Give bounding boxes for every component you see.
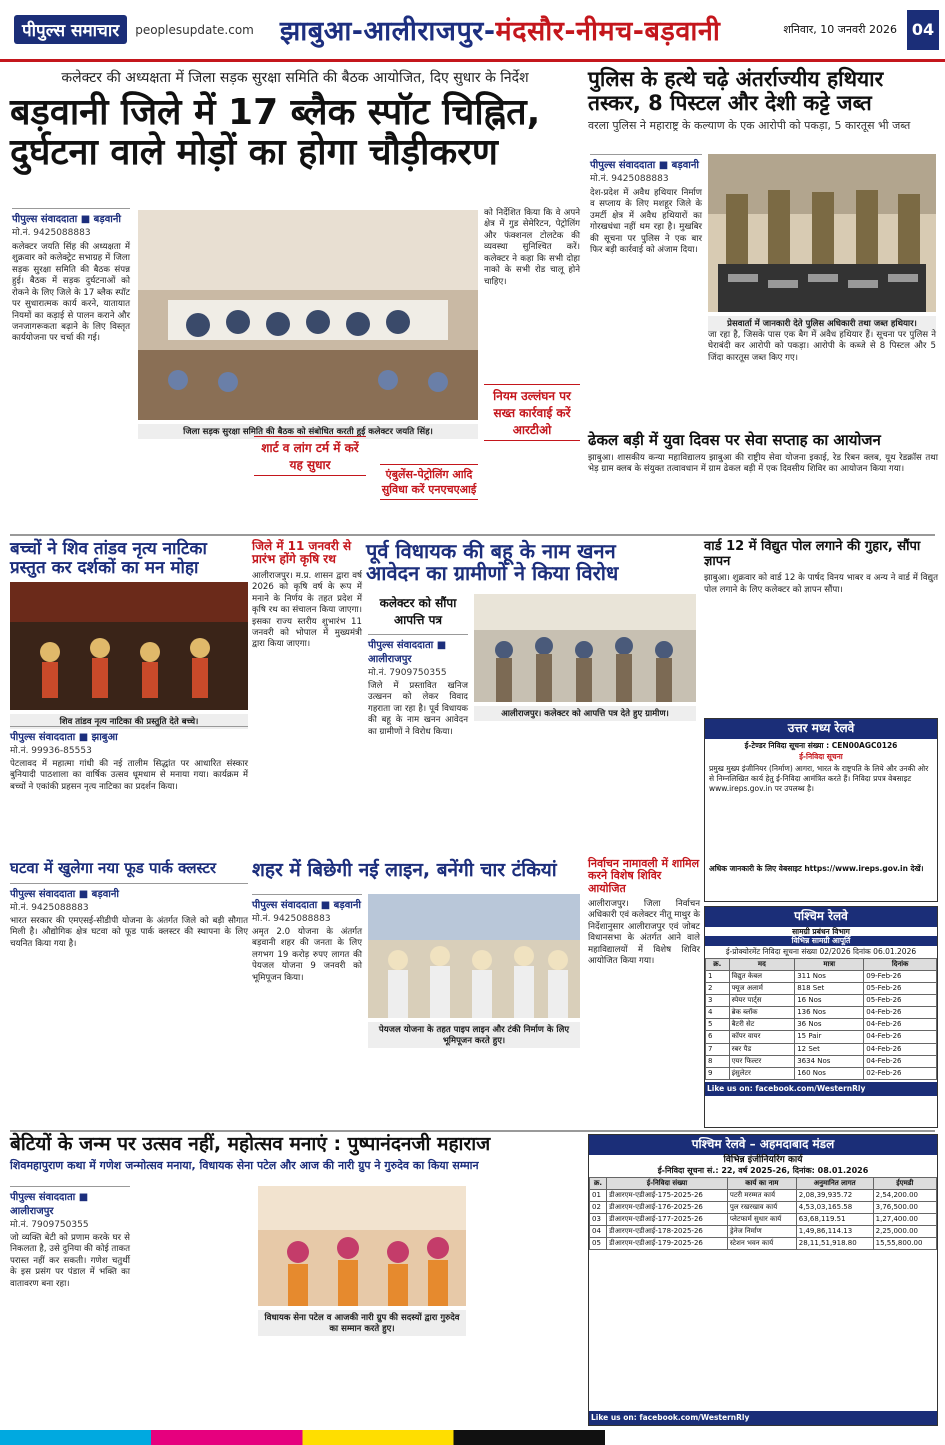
table-cell: डीआरएम-एडीआई-178-2025-26 [607,1226,728,1238]
story-headline: ढेकल बड़ी में युवा दिवस पर सेवा सप्ताह का आयोजन [588,431,881,449]
brand-name: पीपुल्स समाचार [14,15,127,44]
table-cell: 05-Feb-26 [864,995,937,1007]
ad-footer[interactable]: अधिक जानकारी के लिए वेबसाइट https://www.ireps.gov.in देखें। [709,864,924,874]
table-cell: 2,08,39,935.72 [796,1189,873,1201]
story-deck: शिवमहापुराण कथा में गणेश जन्मोत्सव मनाया, विधायक सेना पटेल और आज की नारी ग्रुप ने गुरुदेव का किया सम्मान [10,1159,479,1173]
reporter-mobile: मो.नं. 9425088883 [252,914,331,924]
story-text: झाबुआ। शासकीय कन्या महाविद्यालय झाबुआ की राष्ट्रीय सेवा योजना इकाई, रेड रिबन क्लब, यूथ रेडक्रॉस तथा भेड़ ग्राम क्लब के संयुक्त तत्वावधान में ग्राम ढेकल बड़ी में एक दिवसीय शिविर का आयोजन किया गया। [588,452,938,475]
table-row [706,1067,937,1079]
table-cell: 16 Nos [795,995,864,1007]
table-cell: 04-Feb-26 [864,1007,937,1019]
railway-tender-ad-ncr [704,718,938,902]
table-row [706,983,937,995]
photo-caption: विधायक सेना पटेल व आजकी नारी ग्रुप की सदस्यों द्वारा गुरुदेव का सम्मान करते हुए। [258,1310,466,1336]
table-cell: 3634 Nos [795,1055,864,1067]
table-cell: 136 Nos [795,1007,864,1019]
photo-caption: शिव तांडव नृत्य नाटिका की प्रस्तुति देते बच्चे। [10,714,248,729]
table-cell: 04 [590,1226,607,1238]
table-cell: 04-Feb-26 [864,1043,937,1055]
ad-subheader: विभिन्न सामग्री आपूर्ति [705,936,937,946]
table-cell: 15 Pair [795,1031,864,1043]
table-cell: 6 [706,1031,730,1043]
table-row [590,1238,937,1250]
table-row [590,1201,937,1213]
table-header-cell: मद [729,958,795,970]
story-water-pipeline [252,860,582,1116]
ad-footer[interactable]: Like us on: facebook.com/WesternRly [589,1411,937,1425]
photo-caption: जिला सड़क सुरक्षा समिति की बैठक को संबोधित करती हुई कलेक्टर जयति सिंह। [138,424,478,439]
felicitation-photo-image [258,1186,466,1306]
table-header-cell: क्र. [590,1177,607,1189]
story-food-park [10,860,248,1116]
story-youth-day [588,432,938,532]
table-cell: डीआरएम-एडीआई-176-2025-26 [607,1201,728,1213]
table-row [590,1213,937,1225]
story-text-col2: जा रहा है, जिसके पास एक बैग में अवैध हथियार हैं। सूचना पर पुलिस ने घेराबंदी कर आरोपी को पकड़ा। आरोपी के कब्जे से 8 पिस्टल और 5 जिंदा कारतूस जब्त किए गए। [708,330,936,363]
story-headline-1: बड़वानी जिले में 17 ब्लैक स्पॉट चिह्नित, [10,92,541,133]
story-text: देश-प्रदेश में अवैध हथियार निर्माण व सप्लाय के लिए मशहूर जिले के उमर्टी क्षेत्र में अवैध हथियारों का गोरखधंधा नहीं थम रहा है। मुखबिर की सूचना पर पुलिस ने एक बार फिर बड़ी कार्रवाई को अंजाम दिया। [590,188,702,256]
story-kicker: कलेक्टर की अध्यक्षता में जिला सड़क सुरक्षा समिति की बैठक आयोजित, दिए सुधार के निर्देश [61,70,529,86]
dance-photo [10,582,248,728]
table-cell: 160 Nos [795,1067,864,1079]
table-cell: पुल रखरखाव कार्य [727,1201,796,1213]
table-cell: प्लेटफार्म सुधार कार्य [727,1213,796,1225]
ad-table [705,958,937,1080]
railway-tender-ad-wr-material [704,906,938,1128]
table-cell: 05-Feb-26 [864,983,937,995]
table-cell: बैटरी सेट [729,1019,795,1031]
masthead [0,0,945,62]
table-row [590,1189,937,1201]
story-headline-1: पूर्व विधायक की बहू के नाम खनन [366,539,616,563]
police-photo-image [708,154,936,312]
table-header-cell: कार्य का नाम [727,1177,796,1189]
table-header-cell: अनुमानित लागत [796,1177,873,1189]
reporter-mobile: मो.नं. 7909750355 [368,668,447,678]
print-color-bar [0,1430,945,1445]
protest-photo [474,594,696,719]
table-cell: 12 Set [795,1043,864,1055]
ad-tender-number: ई-टेण्डर निविदा सूचना संख्या : CEN00AGC0126 [744,740,898,750]
story-headline-2: तस्कर, 8 पिस्टल और देशी कट्टे जब्त [588,90,872,115]
newspaper-logo[interactable] [0,0,254,59]
website-link[interactable]: peoplesupdate.com [135,22,254,37]
table-cell: 9 [706,1067,730,1079]
reporter-mobile: मो.नं. 9425088883 [12,228,91,238]
story-text: कलेक्टर जयति सिंह की अध्यक्षता में शुक्रवार को कलेक्ट्रेट सभाग्रह में जिला सड़क सुरक्षा समिति की बैठक संपन्न हुई। बैठक में सड़क दुर्घटनाओं को रोकने के लिए जिले के 17 ब्लैक स्पॉट पर सुधारात्मक कार्य करने, यातायात नियमों का कड़ाई से पालन कराने और जनजागरूकता बढ़ाने के लिए विस्तृत कार्ययोजना पर चर्चा की गई। [12,242,130,344]
table-cell: 5 [706,1019,730,1031]
story-text: जिले में प्रस्तावित खनिज उत्खनन को लेकर विवाद गहराता जा रहा है। पूर्व विधायक की बहू के नाम खनन आवेदन का ग्रामीणों ने विरोध किया। [368,681,468,737]
byline: पीपुल्स संवाददाता ■ बड़वानी [590,154,702,171]
story-headline: वार्ड 12 में विद्युत पोल लगाने की गुहार, सौंपा ज्ञापन [704,539,921,569]
felicitation-photo [258,1186,466,1334]
story-headline-1: निर्वाचन नामावली में शामिल [588,857,700,870]
byline: पीपुल्स संवाददाता ■ बड़वानी [10,883,248,900]
story-headline-1: बच्चों ने शिव तांडव नृत्य नाटिका [10,539,207,559]
table-cell: 02-Feb-26 [864,1067,937,1079]
story-krishi-rath [252,540,362,852]
reporter-mobile: मो.नं. 9425088883 [10,902,89,913]
story-headline-1: जिले में 11 जनवरी से [252,539,352,553]
ad-subheader: विभिन्न इंजीनियरिंग कार्य [723,1154,803,1165]
reporter-mobile: मो.नं. 7909750355 [10,1220,89,1230]
table-cell: डीआरएम-एडीआई-175-2025-26 [607,1189,728,1201]
table-cell: 4 [706,1007,730,1019]
ad-note: ई-प्रोक्योरमेंट निविदा सूचना संख्या 02/2026 दिनांक 06.01.2026 [725,947,917,957]
table-row [590,1226,937,1238]
table-cell: डीआरएम-एडीआई-179-2025-26 [607,1238,728,1250]
subhead-nhai: एंबुलेंस-पेट्रोलिंग आदि सुविधा करें एनएचएआई [380,464,478,500]
table-cell: ड्रेनेज निर्माण [727,1226,796,1238]
story-text: आलीराजपुर। जिला निर्वाचन अधिकारी एवं कलेक्टर नीतू माथुर के निर्देशानुसार आलीराजपुर एवं जोबट विधानसभा के अंतर्गत आने वाले महाविद्यालयों में विशेष शिविर आयोजित किया गया। [588,898,700,967]
story-headline-2: करने विशेष शिविर आयोजित [588,869,662,895]
ad-subheader: ई-निविदा सूचना [799,752,843,762]
table-row [706,970,937,982]
table-cell: 818 Set [795,983,864,995]
story-text: पेटलावद में महात्मा गांधी की नई तालीम सिद्धांत पर आधारित संस्कार बुनियादी पाठशाला का वार्षिक उत्सव धूमधाम से मनाया गया। कार्यक्रम में बच्चों ने एकांकी प्रहसन नृत्य नाटिका का प्रदर्शन किया। [10,759,248,792]
reporter-mobile: मो.नं. 9425088883 [590,174,669,184]
subhead-rto: नियम उल्लंघन पर सख्त कार्रवाई करें आरटीओ [484,384,580,441]
story-headline: बेटियों के जन्म पर उत्सव नहीं, महोत्सव मनाएं : पुष्पानंदनजी महाराज [10,1133,491,1155]
protest-photo-image [474,594,696,702]
ad-body: प्रमुख मुख्य इंजीनियर (निर्माण) आगरा, भारत के राष्ट्रपति के लिये और उनकी ओर से निम्नलिखित कार्य हेतु ई-निविदा आमंत्रित करते हैं। निविदा प्रपत्र वेबसाइट www.ireps.gov.in पर उपलब्ध है। [709,764,929,793]
story-shiv-tandav [10,540,248,852]
story-black-spots [10,68,580,528]
table-cell: 1 [706,970,730,982]
story-headline: घटवा में खुलेगा नया फूड पार्क क्लस्टर [10,859,217,877]
table-cell: फ्यूज अलार्म [729,983,795,995]
story-text: जो व्यक्ति बेटी को प्रणाम करके घर से निकलता है, उसे दुनिया की कोई ताकत परास्त नहीं कर सकती। गणेश चतुर्थी के इस प्रसंग पर पंडाल में भक्ति का वातावरण बना रहा। [10,1233,131,1289]
table-cell: डीआरएम-एडीआई-177-2025-26 [607,1213,728,1225]
story-text: आलीराजपुर। म.प्र. शासन द्वारा वर्ष 2026 को कृषि वर्ष के रूप में मनाने के निर्णय के तहत प्रदेश में कृषि रथ का संचालन किया जाएगा। इसका राज्य स्तरीय शुभारंभ 11 जनवरी को भोपाल में मुख्यमंत्री द्वारा किया जाएगा। [252,570,362,650]
table-cell: 2 [706,983,730,995]
table-header-cell: क्र. [706,958,730,970]
police-photo [708,154,936,329]
table-cell: 2,25,000.00 [873,1226,936,1238]
table-cell: 36 Nos [795,1019,864,1031]
story-deck: वरला पुलिस ने महाराष्ट्र के कल्याण के एक आरोपी को पकड़ा, 5 कारतूस भी जब्त [588,119,911,133]
table-cell: 05 [590,1238,607,1250]
table-cell: कॉपर वायर [729,1031,795,1043]
story-headline-2: प्रारंभ होंगे कृषि रथ [252,552,336,567]
divider [10,534,935,536]
table-cell: 04-Feb-26 [864,1031,937,1043]
meeting-photo [138,210,478,437]
byline: पीपुल्स संवाददाता ■ बड़वानी [252,894,362,911]
story-text: भारत सरकार की एमएसई-सीडीपी योजना के अंतर्गत जिले को बड़ी सौगात मिली है। औद्योगिक क्षेत्र घटवा को फूड पार्क क्लस्टर की स्थापना के लिए चयनित किया गया है। [10,915,248,949]
story-headline-2: आवेदन का ग्रामीणों ने किया विरोध [366,561,619,586]
story-headline-2: प्रस्तुत कर दर्शकों का मन मोहा [10,558,199,579]
table-cell: 09-Feb-26 [864,970,937,982]
story-mining-protest [366,540,698,852]
byline: पीपुल्स संवाददाता ■ आलीराजपुर [368,634,468,665]
region-title-b: मंदसौर-नीमच-बड़वानी [495,16,721,47]
meeting-photo-image [138,210,478,420]
table-header-cell: ईएमडी [873,1177,936,1189]
table-header-cell: दिनांक [864,958,937,970]
table-row [706,1007,937,1019]
story-pushpanandan-maharaj [10,1134,582,1428]
table-cell: 02 [590,1201,607,1213]
photo-caption: आलीराजपुर। कलेक्टर को आपत्ति पत्र देते हुए ग्रामीण। [474,706,696,721]
table-cell: 01 [590,1189,607,1201]
table-cell: ब्रेक ब्लॉक [729,1007,795,1019]
story-headline-1: पुलिस के हत्थे चढ़े अंतर्राज्यीय हथियार [588,67,884,91]
photo-caption: प्रेसवार्ता में जानकारी देते पुलिस अधिकारी तथा जब्त हथियार। [708,316,936,331]
story-text: अमृत 2.0 योजना के अंतर्गत बड़वानी शहर की जनता के लिए लगभग 19 करोड़ रुपए लागत की पेयजल योजना 9 जनवरी को भूमिपूजन किया। [252,927,362,983]
ad-header: उत्तर मध्य रेलवे [705,719,937,739]
story-headline: शहर में बिछेगी नई लाइन, बनेंगी चार टंकियां [252,859,557,881]
divider [10,1130,935,1132]
table-cell: पटरी मरम्मत कार्य [727,1189,796,1201]
table-row [706,1055,937,1067]
story-deck: कलेक्टर को सौंपा आपत्ति पत्र [379,596,457,627]
ad-header: पश्चिम रेलवे [705,907,937,927]
story-headline-2: दुर्घटना वाले मोड़ों का होगा चौड़ीकरण [10,132,498,174]
table-cell: 03 [590,1213,607,1225]
table-cell: 4,53,03,165.58 [796,1201,873,1213]
table-cell: रबर पैड [729,1043,795,1055]
ad-header: पश्चिम रेलवे – अहमदाबाद मंडल [589,1135,937,1155]
ad-department: सामग्री प्रबंधन विभाग [792,926,850,936]
table-cell: 3 [706,995,730,1007]
story-text: झाबुआ। शुक्रवार को वार्ड 12 के पार्षद विनय भाबर व अन्य ने वार्ड में विद्युत पोल लगाने के लिए कलेक्टर को ज्ञापन सौंपा। [704,573,938,595]
table-cell: 15,55,800.00 [873,1238,936,1250]
page-number: 04 [907,10,939,50]
issue-date: शनिवार, 10 जनवरी 2026 [783,23,897,36]
table-cell: 311 Nos [795,970,864,982]
table-cell: एयर फिल्टर [729,1055,795,1067]
railway-tender-ad-wr-ahmedabad [588,1134,938,1426]
table-cell: इंसुलेटर [729,1067,795,1079]
table-cell: विद्युत केबल [729,970,795,982]
table-cell: स्टेशन भवन कार्य [727,1238,796,1250]
table-header-cell: ई-निविदा संख्या [607,1177,728,1189]
table-cell: 7 [706,1043,730,1055]
story-electric-pole [704,540,938,710]
table-cell: 04-Feb-26 [864,1055,937,1067]
bhoomipujan-photo-image [368,894,580,1018]
table-cell: 3,76,500.00 [873,1201,936,1213]
ad-tender-number: ई-निविदा सूचना सं.: 22, वर्ष 2025-26, दिनांक: 08.01.2026 [657,1166,869,1176]
dance-photo-image [10,582,248,710]
table-cell: स्पेयर पार्ट्स [729,995,795,1007]
byline: पीपुल्स संवाददाता ■ आलीराजपुर [10,1186,130,1217]
photo-caption: पेयजल योजना के तहत पाइप लाइन और टंकी निर्माण के लिए भूमिपूजन करते हुए। [368,1022,580,1048]
byline: पीपुल्स संवाददाता ■ झाबुआ [10,726,248,743]
table-cell: 8 [706,1055,730,1067]
byline: पीपुल्स संवाददाता ■ बड़वानी [12,208,130,225]
ad-footer[interactable]: Like us on: facebook.com/WesternRly [705,1082,937,1096]
table-row [706,1043,937,1055]
table-cell: 1,49,86,114.13 [796,1226,873,1238]
table-cell: 04-Feb-26 [864,1019,937,1031]
table-header-cell: मात्रा [795,958,864,970]
ad-table [589,1177,937,1251]
table-row [706,1019,937,1031]
subhead-short-long-term: शार्ट व लांग टर्म में करें यह सुधार [254,436,366,476]
table-row [706,995,937,1007]
region-title-a: झाबुआ-आलीराजपुर- [279,16,496,47]
story-voter-list-camp [588,858,700,1118]
table-cell: 1,27,400.00 [873,1213,936,1225]
table-cell: 2,54,200.00 [873,1189,936,1201]
reporter-mobile: मो.नं. 99936-85553 [10,746,92,757]
bhoomipujan-photo [368,894,580,1046]
story-text-col2: को निर्देशित किया कि वे अपने क्षेत्र में गुड सेमेरिटन, पेट्रोलिंग और फंक्शनल टोलटेक की व्यवस्था सुनिश्चित करें। कलेक्टर ने कहा कि सभी दोहा नाको के सभी रोड चालू होने चाहिए। [484,208,580,287]
table-cell: 28,11,51,918.80 [796,1238,873,1250]
region-title [280,11,720,48]
table-row [706,1031,937,1043]
table-cell: 63,68,119.51 [796,1213,873,1225]
